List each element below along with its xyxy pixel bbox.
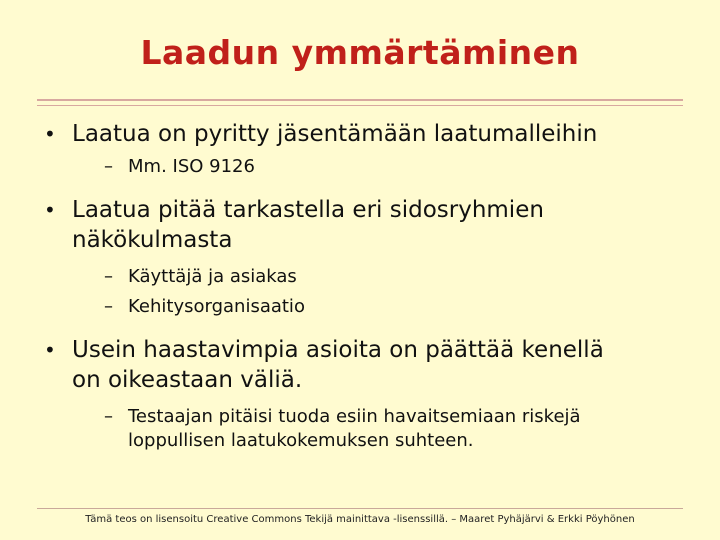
bullet-3-sub-1-line2: loppullisen laatukokemuksen suhteen. [128, 430, 474, 451]
bullet-2-text-line1: Laatua pitää tarkastella eri sidosryhmien [72, 197, 544, 223]
bullet-3-sub-1 [104, 405, 684, 453]
title-rule-top [37, 99, 683, 101]
footer-text: Tämä teos on lisensoitu Creative Commons Tekijä mainittava -lisenssillä. – Maaret Pyhäjärvi & Erkki Pöyhönen [85, 514, 635, 525]
bullet-3-sub-1-line1: Testaajan pitäisi tuoda esiin havaitsemiaan riskejä [128, 406, 581, 427]
bullet-1-sub-1: – Mm. ISO 9126 [104, 155, 684, 179]
bullet-3-text-line2: on oikeastaan väliä. [72, 367, 303, 393]
bullet-3-text-line1: Usein haastavimpia asioita on päättää kenellä [72, 337, 604, 363]
footer-rule [37, 508, 683, 509]
slide-title: Laadun ymmärtäminen [140, 33, 580, 72]
bullet-1-text: Laatua on pyritty jäsentämään laatumalleihin [72, 121, 598, 147]
bullet-2-text-line2: näkökulmasta [72, 227, 233, 253]
bullet-1 [44, 119, 684, 149]
bullet-3 [44, 335, 684, 395]
title-rule-bottom [37, 105, 683, 106]
bullet-2-sub-1: – Käyttäjä ja asiakas [104, 265, 684, 289]
bullet-2-sub-2: – Kehitysorganisaatio [104, 295, 684, 319]
bullet-2 [44, 195, 684, 255]
slide-content [44, 119, 684, 453]
